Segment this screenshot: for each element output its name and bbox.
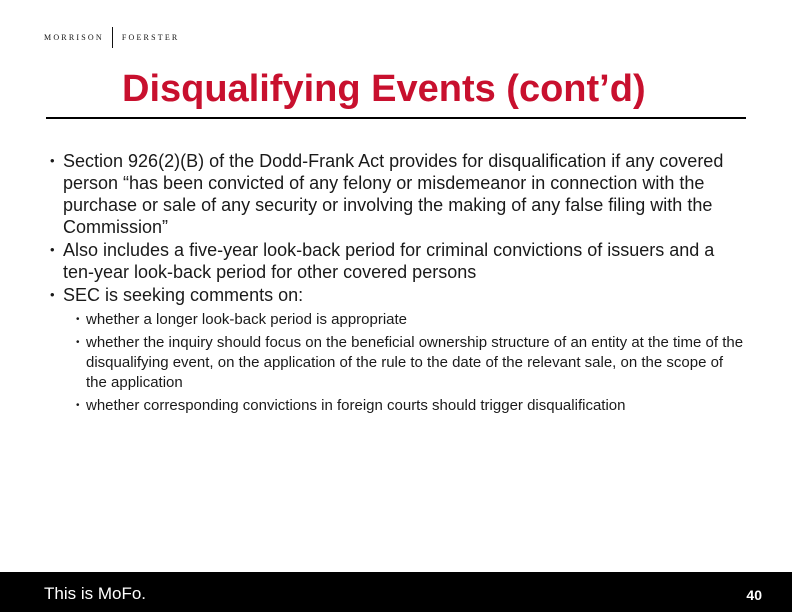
title-rule [46, 117, 746, 119]
logo-left-word: MORRISON [44, 32, 104, 42]
bullet-text: Also includes a five-year look-back period for criminal convictions of issuers and a ten-year look-back period for other covered persons [63, 240, 715, 282]
firm-logo [44, 26, 179, 48]
sub-bullet-list [46, 310, 746, 416]
sub-bullet-item [46, 333, 746, 393]
sub-bullet-glyph: • [76, 314, 80, 325]
bullet-glyph: • [50, 242, 55, 257]
sub-bullet-text: whether a longer look-back period is appropriate [86, 311, 408, 328]
bullet-text: Section 926(2)(B) of the Dodd-Frank Act provides for disqualification if any covered person “has been convicted of any felony or misdemeanor in connection with the purchase or sale of any security or involving the making of any false filing with the Commission” [63, 151, 724, 237]
logo-right-word: FOERSTER [121, 32, 180, 42]
page-number: 40 [746, 587, 762, 603]
slide-body [46, 150, 746, 419]
bullet-item [46, 284, 746, 306]
bullet-item [46, 150, 746, 238]
bullet-text: SEC is seeking comments on: [63, 285, 304, 305]
footer-tagline: This is MoFo. [44, 584, 147, 603]
sub-bullet-item [46, 396, 746, 416]
slide-title: Disqualifying Events (cont’d) [122, 68, 646, 110]
bullet-item [46, 239, 746, 283]
sub-bullet-text: whether the inquiry should focus on the beneficial ownership structure of an entity at the time of the disqualifying event, on the application of the rule to the date of the relevant sale, on the scope of the application [86, 334, 744, 391]
sub-bullet-text: whether corresponding convictions in foreign courts should trigger disqualification [86, 397, 626, 414]
sub-bullet-glyph: • [76, 400, 80, 411]
logo-divider [112, 27, 113, 48]
bullet-glyph: • [50, 287, 55, 302]
sub-bullet-glyph: • [76, 337, 80, 348]
sub-bullet-item [46, 310, 746, 330]
footer-bar [0, 572, 792, 612]
bullet-glyph: • [50, 153, 55, 168]
